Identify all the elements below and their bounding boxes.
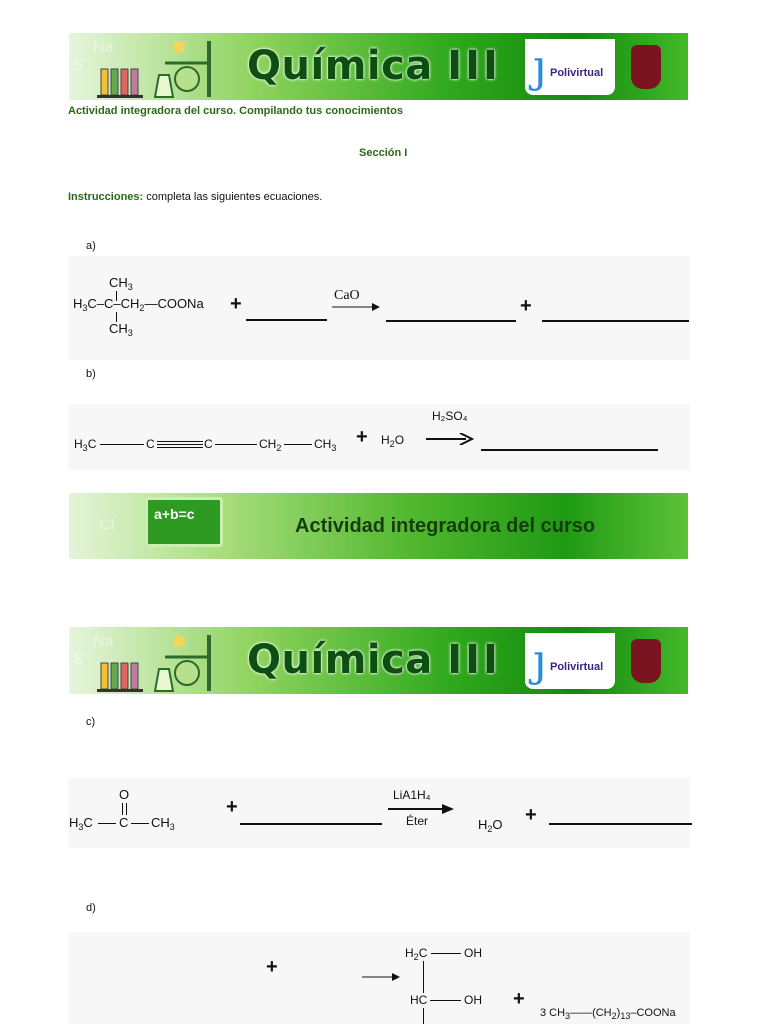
equation-b <box>68 404 690 470</box>
course-subtitle: Actividad integradora del curso. Compilando tus conocimientos <box>68 105 403 117</box>
periodic-tile: S <box>73 57 84 74</box>
reagent-h2so4: H₂SO₄ <box>432 409 468 423</box>
bond <box>131 823 149 824</box>
polivirtual-j-icon: ȷ <box>533 41 547 92</box>
ipn-seal-icon <box>631 45 661 89</box>
item-label-c: c) <box>86 716 96 728</box>
polivirtual-label: Polivirtual <box>550 661 604 673</box>
bond <box>431 953 461 954</box>
formula-main-chain: $H_3C-C-CH_2—COONa$ <box>73 296 204 313</box>
bond <box>126 803 127 815</box>
periodic-tile: Cl <box>99 517 115 534</box>
plus-sign: + <box>520 295 532 317</box>
bond <box>423 961 424 993</box>
chalkboard-icon <box>145 497 223 547</box>
ipn-seal-icon <box>631 639 661 683</box>
formula-oh: OH <box>464 946 482 960</box>
item-label-d: d) <box>86 902 96 914</box>
reaction-arrow-icon <box>426 433 474 445</box>
bond <box>423 1008 424 1024</box>
equation-a <box>68 256 690 360</box>
formula-ch3-top: $CH_3$ <box>109 275 133 292</box>
formula-o: O <box>119 787 130 802</box>
polivirtual-logo <box>525 633 615 689</box>
answer-blank[interactable] <box>386 320 516 322</box>
formula-h2o: $H_2O$ <box>381 433 405 449</box>
answer-blank[interactable] <box>481 449 658 451</box>
periodic-tile: Na <box>93 633 114 650</box>
bond <box>284 444 312 445</box>
reaction-arrow-icon <box>388 804 456 814</box>
formula-c: C <box>204 437 213 451</box>
answer-blank[interactable] <box>549 823 692 825</box>
polivirtual-j-icon: ȷ <box>533 635 547 686</box>
bond <box>157 444 203 445</box>
plus-sign: + <box>226 796 238 818</box>
plus-sign: + <box>356 426 368 448</box>
header-banner <box>69 627 688 694</box>
bond <box>100 444 144 445</box>
polivirtual-logo <box>525 39 615 95</box>
plus-sign: + <box>266 956 278 978</box>
reagent-lialh4: LiA1H₄ <box>393 788 431 802</box>
formula-sodium-palmitate: 3 $CH_3——(CH_2)_{13}$–COONa <box>540 1007 676 1021</box>
formula-ch3: $CH_3$ <box>151 815 175 832</box>
formula-hc: HC <box>410 993 428 1007</box>
formula-h3c: $H_3C$ <box>69 815 93 832</box>
lab-glassware-icon <box>95 633 225 693</box>
reagent-eter: Éter <box>406 814 429 828</box>
formula-h2o: $H_2O$ <box>478 817 503 834</box>
formula-h2c: $H_2C$ <box>405 946 428 962</box>
reagent-cao: CaO <box>334 288 360 303</box>
header-banner <box>69 33 688 100</box>
equation-c <box>68 778 690 848</box>
instructions-label: Instrucciones: <box>68 191 144 203</box>
section-title: Sección I <box>359 147 408 159</box>
plus-sign: + <box>525 804 537 826</box>
formula-c: C <box>119 815 129 830</box>
formula-ch2: $CH_2$ <box>259 437 282 453</box>
bond <box>430 1000 461 1001</box>
instructions-text: completa las siguientes ecuaciones. <box>143 191 323 203</box>
periodic-tile: Na <box>93 39 114 56</box>
bond <box>98 823 116 824</box>
formula-oh: OH <box>464 993 482 1007</box>
banner-title: Química III <box>247 637 501 683</box>
bond <box>122 803 123 815</box>
equation-d <box>68 932 690 1024</box>
activity-banner <box>69 493 688 559</box>
reaction-arrow-icon <box>332 303 382 311</box>
periodic-tile: S <box>73 651 84 668</box>
formula-ch3-bottom: $CH_3$ <box>109 321 133 338</box>
item-label-b: b) <box>86 368 96 380</box>
answer-blank[interactable] <box>246 319 327 321</box>
bond <box>157 447 203 448</box>
lab-glassware-icon <box>95 39 225 99</box>
reaction-arrow-icon <box>362 973 402 981</box>
activity-banner-title: Actividad integradora del curso <box>295 515 596 537</box>
bond <box>157 441 203 442</box>
answer-blank[interactable] <box>240 823 382 825</box>
plus-sign: + <box>230 293 242 315</box>
instructions <box>68 191 322 203</box>
answer-blank[interactable] <box>542 320 689 322</box>
formula-ch3: $CH_3$ <box>314 437 337 453</box>
formula-c: C <box>146 437 155 451</box>
plus-sign: + <box>513 988 525 1010</box>
chalkboard-formula: a+b=c <box>154 506 195 522</box>
polivirtual-label: Polivirtual <box>550 67 604 79</box>
formula-h3c: $H_3C$ <box>74 437 97 453</box>
bond <box>215 444 257 445</box>
banner-title: Química III <box>247 43 501 89</box>
item-label-a: a) <box>86 240 96 252</box>
